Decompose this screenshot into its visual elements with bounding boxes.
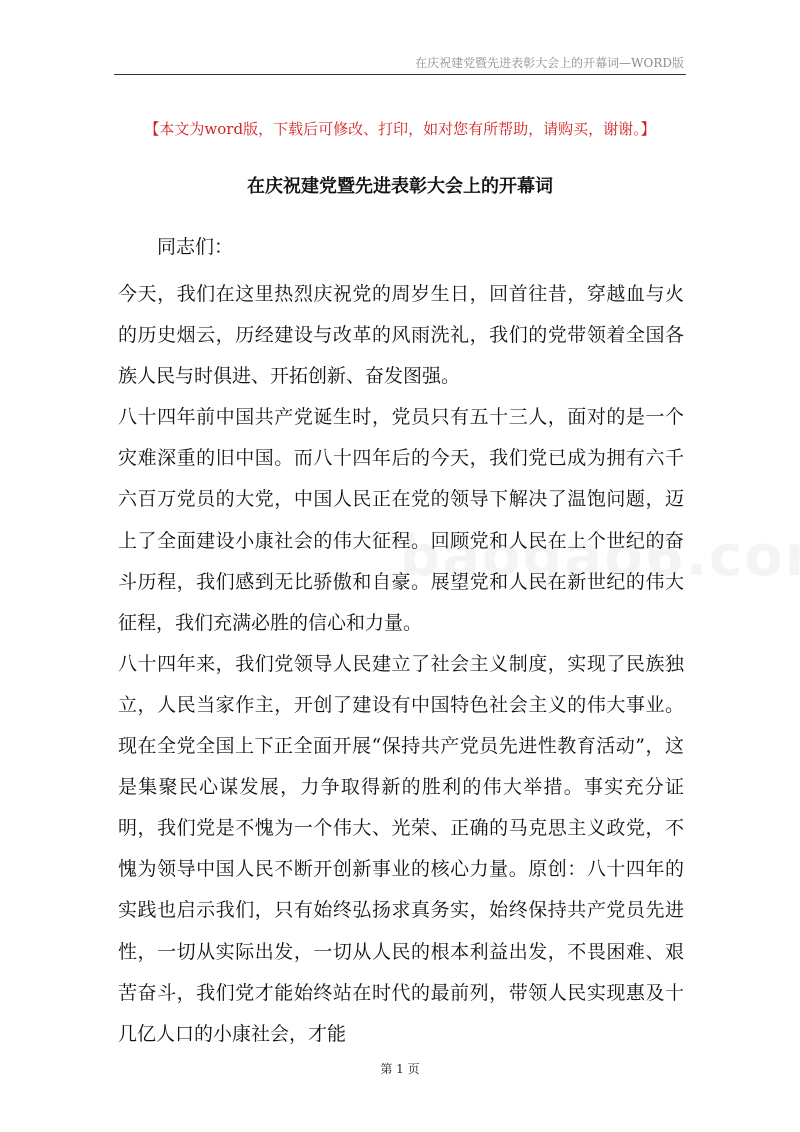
salutation: 同志们： xyxy=(157,236,234,258)
running-header-title: 在庆祝建党暨先进表彰大会上的开幕词—WORD版 xyxy=(415,56,684,70)
document-title: 在庆祝建党暨先进表彰大会上的开幕词 xyxy=(247,176,553,197)
body-paragraph-3: 八十四年来，我们党领导人民建立了社会主义制度，实现了民族独立，人民当家作主，开创了建设有中国特色社会主义的伟大事业。现在全党全国上下正全面开展“保持共产党员先进性教育活动”，这是集聚民心谋发展，力争取得新的胜利的伟大举措。事实充分证明，我们党是不愧为一个伟大、光荣、正确的马克思主义政党，不愧为领导中国人民不断开创新事业的核心力量。原创：八十四年的实践也启示我们，只有始终弘扬求真务实，始终保持共产党员先进性，一切从实际出发，一切从人民的根本利益出发，不畏困难、艰苦奋斗，我们党才能始终站在时代的最前列，带领人民实现惠及十几亿人口的小康社会，才能 xyxy=(118,652,684,1045)
download-notice: 【本文为word版，下载后可修改、打印，如对您有所帮助，请购买，谢谢。】 xyxy=(144,120,656,138)
document-body xyxy=(118,274,684,1055)
body-paragraph-2: 八十四年前中国共产党诞生时，党员只有五十三人，面对的是一个灾难深重的旧中国。而八十四年后的今天，我们党已成为拥有六千六百万党员的大党，中国人民正在党的领导下解决了温饱问题，迈上了全面建设小康社会的伟大征程。回顾党和人民在上个世纪的奋斗历程，我们感到无比骄傲和自豪。展望党和人民在新世纪的伟大征程，我们充满必胜的信心和力量。 xyxy=(118,406,684,634)
page-number: 第 1 页 xyxy=(380,1062,420,1076)
body-paragraph-1: 今天，我们在这里热烈庆祝党的周岁生日，回首往昔，穿越血与火的历史烟云，历经建设与改革的风雨洗礼，我们的党带领着全国各族人民与时俱进、开拓创新、奋发图强。 xyxy=(118,283,684,388)
header-divider xyxy=(114,74,686,75)
